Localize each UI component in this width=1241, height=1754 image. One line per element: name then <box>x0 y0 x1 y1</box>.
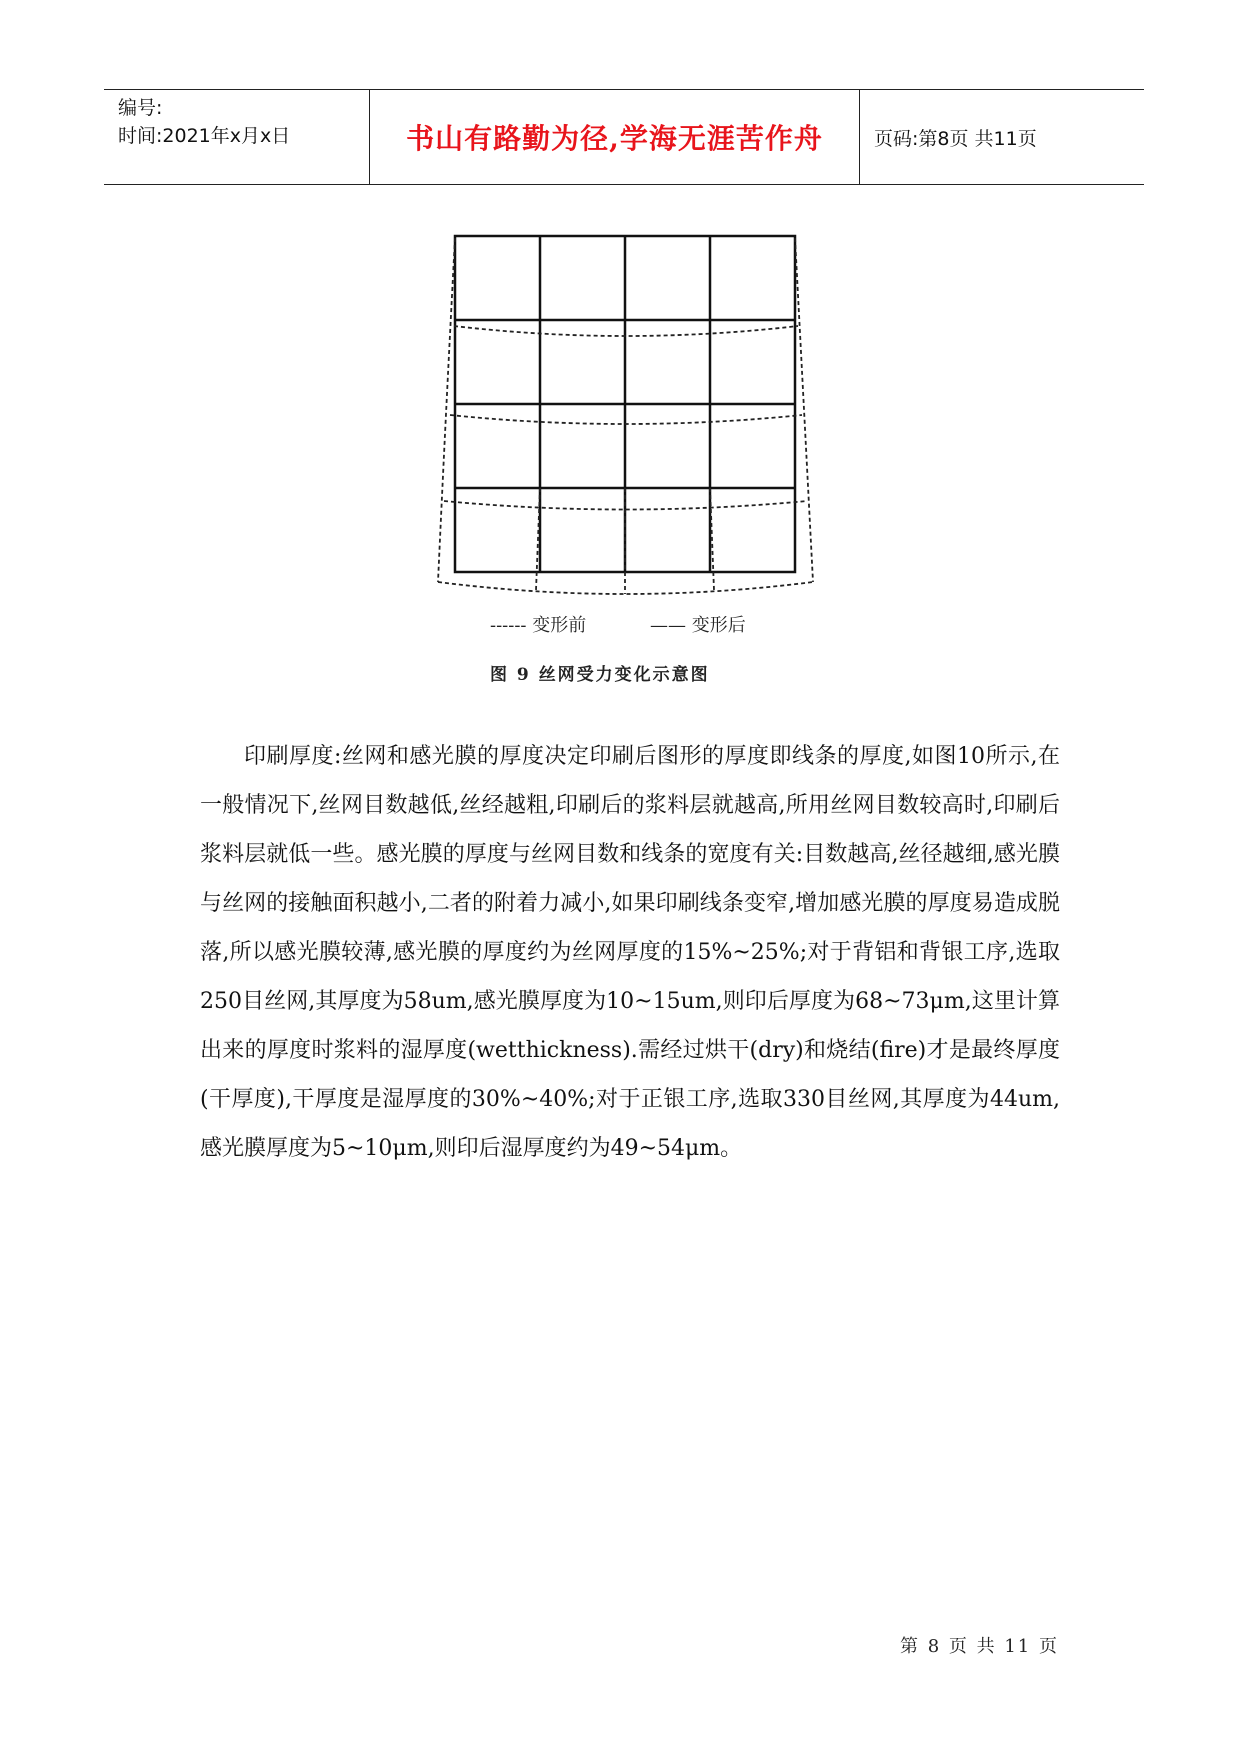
dashed-right-edge <box>795 238 813 582</box>
header-middle-cell <box>370 90 860 184</box>
body-paragraph: 印刷厚度:丝网和感光膜的厚度决定印刷后图形的厚度即线条的厚度,如图10所示,在一般情况下,丝网目数越低,丝经越粗,印刷后的浆料层就越高,所用丝网目数较高时,印刷后浆料层就低一些。感光膜的厚度与丝网目数和线条的宽度有关:目数越高,丝径越细,感光膜与丝网的接触面积越小,二者的附着力减小,如果印刷线条变窄,增加感光膜的厚度易造成脱落,所以感光膜较薄,感光膜的厚度约为丝网厚度的15%~25%;对于背铝和背银工序,选取250目丝网,其厚度为58um,感光膜厚度为10~15um,则印后厚度为68~73μm,这里计算出来的厚度时浆料的湿厚度(wetthickness).需经过烘干(dry)和烧结(fire)才是最终厚度(干厚度),干厚度是湿厚度的30%~40%;对于正银工序,选取330目丝网,其厚度为44um,感光膜厚度为5~10μm,则印后湿厚度约为49~54μm。 <box>200 744 1060 1161</box>
figure-legend <box>490 611 810 637</box>
page-label: 页码:第8页 共11页 <box>874 127 1037 150</box>
time-label: 时间:2021年x月x日 <box>118 125 291 147</box>
legend-before: ------ 变形前 <box>490 615 587 636</box>
page-footer: 第 8 页 共 11 页 <box>900 1636 1059 1657</box>
grid-after-deformation <box>455 236 795 572</box>
header-table <box>104 89 1144 185</box>
dashed-left-edge <box>438 238 455 582</box>
mesh-deformation-figure <box>430 228 820 608</box>
number-label: 编号: <box>118 97 163 119</box>
motto: 书山有路勤为径,学海无涯苦作舟 <box>406 122 823 155</box>
header-right-cell <box>860 90 1144 184</box>
legend-after: —— 变形后 <box>650 615 746 636</box>
figure-caption: 图 9 丝网受力变化示意图 <box>490 665 710 685</box>
header-left-cell <box>104 90 370 184</box>
